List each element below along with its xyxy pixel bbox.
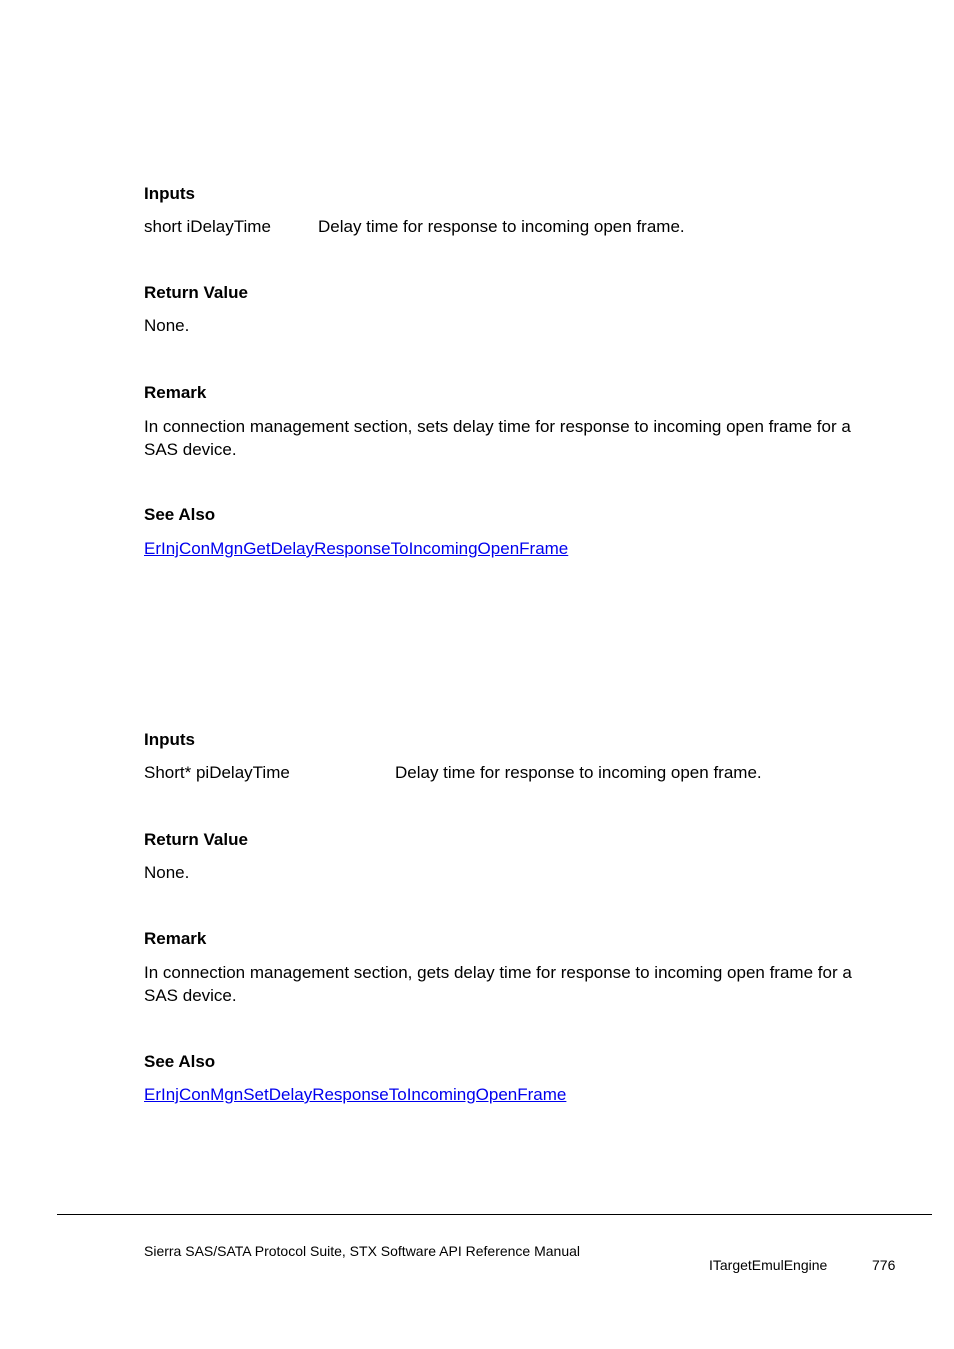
footer-page-number: 776 [872,1257,896,1273]
remark-heading: Remark [144,383,207,402]
param-name: Short* piDelayTime [144,763,290,782]
return-value-text: None. [144,863,190,882]
param-description: Delay time for response to incoming open frame. [395,763,762,782]
param-name: short iDelayTime [144,217,271,236]
remark-heading: Remark [144,929,207,948]
inputs-heading: Inputs [144,730,195,749]
remark-text: In connection management section, gets delay time for response to incoming open frame for a SAS device. [144,963,852,1005]
see-also-heading: See Also [144,505,216,524]
see-also-link[interactable]: ErInjConMgnGetDelayResponseToIncomingOpenFrame [144,539,569,558]
inputs-heading: Inputs [144,184,195,203]
see-also-heading: See Also [144,1052,216,1071]
see-also-link[interactable]: ErInjConMgnSetDelayResponseToIncomingOpenFrame [144,1085,567,1104]
param-description: Delay time for response to incoming open frame. [318,217,685,236]
return-value-heading: Return Value [144,283,248,302]
return-value-heading: Return Value [144,830,248,849]
return-value-text: None. [144,316,190,335]
remark-text: In connection management section, sets delay time for response to incoming open frame for a SAS device. [144,417,851,459]
footer-divider [57,1214,932,1215]
footer-section-name: ITargetEmulEngine [709,1257,828,1273]
footer-manual-title: Sierra SAS/SATA Protocol Suite, STX Software API Reference Manual [144,1243,581,1259]
